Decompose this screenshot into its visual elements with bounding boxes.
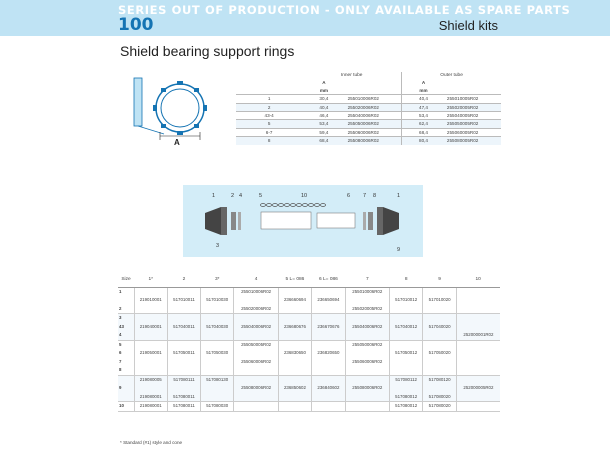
table-row: 8 (118, 366, 500, 375)
table-row: 1 30,4 255010006R02 40,4 255010005R02 (236, 95, 501, 103)
table-row: 3 (118, 314, 500, 323)
table-row: 2 40,4 255020006R02 47,4 255020005R02 (236, 103, 501, 111)
table-row: 2 255020006R02 255020005R02 (118, 305, 500, 314)
table-row: 6-7 59,4 255060006R02 68,4 255060005R02 (236, 128, 501, 136)
series-banner: SERIES OUT OF PRODUCTION - ONLY AVAILABLE AS SPARE PARTS (118, 3, 571, 17)
table-row: 4 252000001R02 (118, 331, 500, 340)
exploded-drawing: 1 2 4 5 10 6 7 8 1 3 9 (183, 185, 423, 257)
table-row: 5 255050005R02 255050006R02 (118, 340, 500, 349)
table-row: 219080001 517080011 517080012 517080020 (118, 393, 500, 402)
table-row: 10 219080001 517080011 517080030 517080012 517080020 (118, 402, 500, 412)
ring-size-table (236, 72, 501, 145)
footnote: * Standard (#1) style and cone (120, 440, 183, 445)
table-row: 43-4 46,4 255040006R02 53,4 255040005R02 (236, 112, 501, 120)
table-row: 1 255010006R02 255010006R02 (118, 287, 500, 296)
inner-tube-header: Inner tube (340, 73, 363, 78)
dimension-label: A (174, 138, 180, 147)
table-row: 7 255060006R02 255060006R02 (118, 358, 500, 367)
outer-tube-header: Outer tube (402, 72, 501, 79)
table-row: 8 68,4 255080006R02 80,4 255080005R02 (236, 137, 501, 145)
table-row: 43 219040001 517040011 517040030 255040006R02 236680676 236670676 255040006R02 517040012 517040020 (118, 323, 500, 332)
col-a-inner: A mm (319, 80, 328, 93)
page-header (0, 0, 610, 36)
page-number: 100 (118, 15, 154, 35)
section-title: Shield bearing support rings (120, 43, 295, 59)
ring-figure (120, 72, 230, 152)
col-a-outer: A mm (402, 79, 445, 94)
table-row: 219080005 517080111 517080130 517080112 517080120 (118, 375, 500, 384)
table-row: 9 255080006R02 236850602 236840602 255080006R02 252000005R02 (118, 384, 500, 393)
category-title: Shield kits (438, 18, 498, 33)
table-row: 6 219050001 517050011 517050030 236830650 236820650 517050012 517050020 (118, 349, 500, 358)
table-row: 5 53,4 255050006R02 62,4 255050005R02 (236, 120, 501, 128)
parts-table: Size 1* 2 3* 4 5 L= 086 6 L= 086 7 8 9 10 1 255010006R02 255010006R02 219010001 517010011 517010030 236660694 236650694 517010012 517010020 2 255020006R02 255020005R02 3 43 219040001 517040011 517040030 255040006R02 236680676 236670676 255040006R02 517040012 517040020 4 252000001R02 5 255050005R02 255050006R02 6 219050001 517050011 517050030 236830650 236820650 517050012 517050020 7 255060006R02 255060006R02 8 219080005 517080111 517080130 517080112 517080120 9 255080006R02 236850602 236840602 255080006R02 252000005R02 219080001 517080011 517080012 517080020 10 219080001 517080011 517080030 517080012 517080020 (118, 273, 500, 412)
table-row: 219010001 517010011 517010030 236660694 236650694 517010012 517010020 (118, 296, 500, 305)
